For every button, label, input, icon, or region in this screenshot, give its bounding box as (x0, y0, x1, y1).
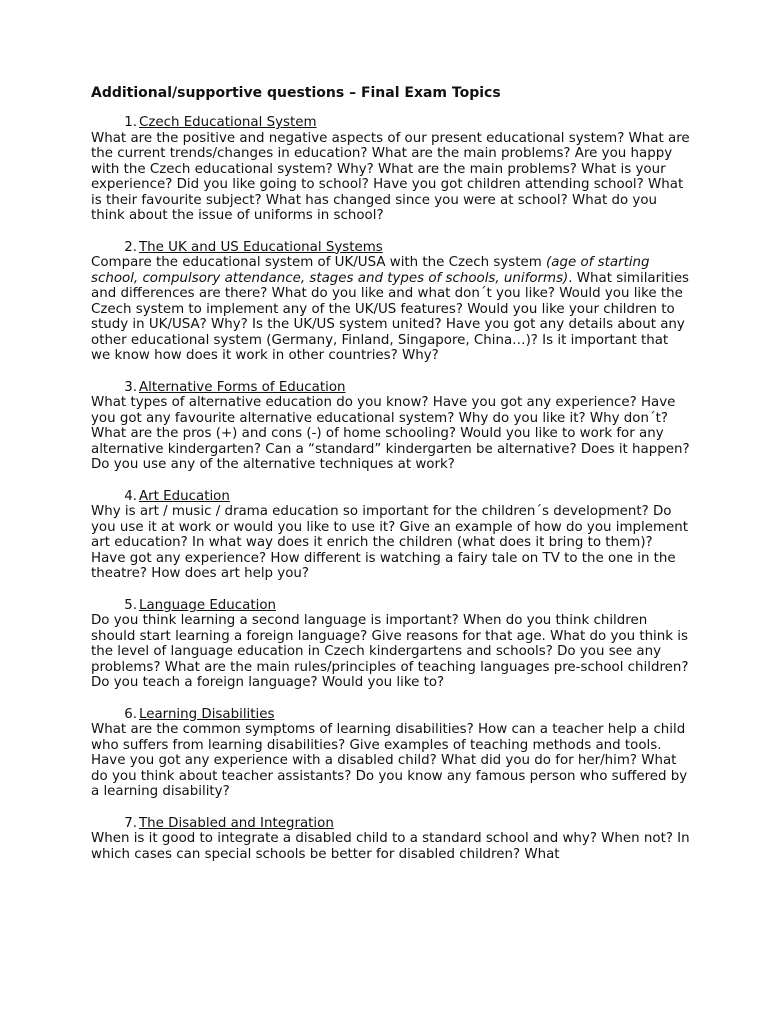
section-title: Learning Disabilities (139, 706, 275, 722)
section-number: 3. (124, 379, 137, 395)
section-heading (91, 380, 691, 396)
section-title: Language Education (139, 597, 277, 613)
section-heading (91, 707, 691, 723)
document-title: Additional/supportive questions – Final Exam Topics (91, 85, 501, 101)
section-text: When is it good to integrate a disabled child to a standard school and why? When not? In which cases can special schools be better for disabled children? What (91, 831, 690, 862)
section-6 (91, 707, 691, 800)
section-number: 2. (124, 239, 137, 255)
section-title: The Disabled and Integration (139, 815, 334, 831)
section-text: What are the positive and negative aspects of our present educational system? What are the current trends/changes in education? What are the main problems? Are you happy with the Czech educational system? Why? What are the main problems? What is your experience? Did you like going to school? Have you got children attending school? What is their favourite subject? What has changed since you were at school? What do you think about the issue of uniforms in school? (91, 130, 690, 223)
section-text-italic: (age of starting school, compulsory attendance, stages and types of schools, uniforms) (91, 255, 650, 286)
section-number: 7. (124, 815, 137, 831)
section-number: 6. (124, 706, 137, 722)
section-2 (91, 240, 691, 364)
section-title: Alternative Forms of Education (139, 379, 346, 395)
section-3 (91, 380, 691, 473)
section-text: Do you think learning a second language is important? When do you think children should start learning a foreign language? Give reasons for that age. What do you think is the level of language education in Czech kindergartens and schools? Do you see any problems? What are the main rules/principles of teaching languages pre-school children? Do you teach a foreign language? Would you like to? (91, 613, 689, 690)
section-number: 4. (124, 488, 137, 504)
section-text-start: Compare the educational system of UK/USA with the Czech system (91, 255, 547, 270)
section-text: What are the common symptoms of learning disabilities? How can a teacher help a child who suffers from learning disabilities? Give examples of teaching methods and tools. Have you got any experience with a disabled child? What did you do for her/him? What do you think about teacher assistants? Do you know any famous person who suffered by a learning disability? (91, 722, 688, 799)
section-1 (91, 115, 691, 224)
section-text-end: . What similarities and differences are there? What do you like and what don´t you like? Would you like the Czech system to implement any of the UK/US features? Would you like your children to study in UK/USA? Why? Is the UK/US system united? Have you got any details about any other educational system (Germany, Finland, Singapore, China…)? Is it important that we know how does it work in other countries? Why? (91, 270, 690, 363)
section-text: What types of alternative education do you know? Have you got any experience? Have you got any favourite alternative educational system? Why do you like it? Why don´t? What are the pros (+) and cons (-) of home schooling? Would you like to work for any alternative kindergarten? Can a “standard” kindergarten be alternative? Does it happen? Do you use any of the alternative techniques at work? (91, 395, 690, 472)
section-text: Why is art / music / drama education so important for the children´s development? Do you use it at work or would you like to use it? Give an example of how do you implement art education? In what way does it enrich the children (what does it bring to them)? Have got any experience? How different is watching a fairy tale on TV to the one in the theatre? How does art help you? (91, 504, 689, 581)
section-title: Czech Educational System (139, 115, 317, 130)
section-4 (91, 489, 691, 582)
section-heading (91, 816, 691, 832)
section-number: 5. (124, 597, 137, 613)
section-title: The UK and US Educational Systems (139, 239, 383, 255)
section-heading (91, 489, 691, 505)
section-number: 1. (124, 115, 137, 130)
section-title: Art Education (139, 488, 230, 504)
section-heading (91, 115, 691, 131)
section-5 (91, 598, 691, 691)
section-heading (91, 598, 691, 614)
section-text (91, 255, 691, 364)
document-page (91, 84, 691, 878)
section-7 (91, 816, 691, 863)
section-heading (91, 240, 691, 256)
